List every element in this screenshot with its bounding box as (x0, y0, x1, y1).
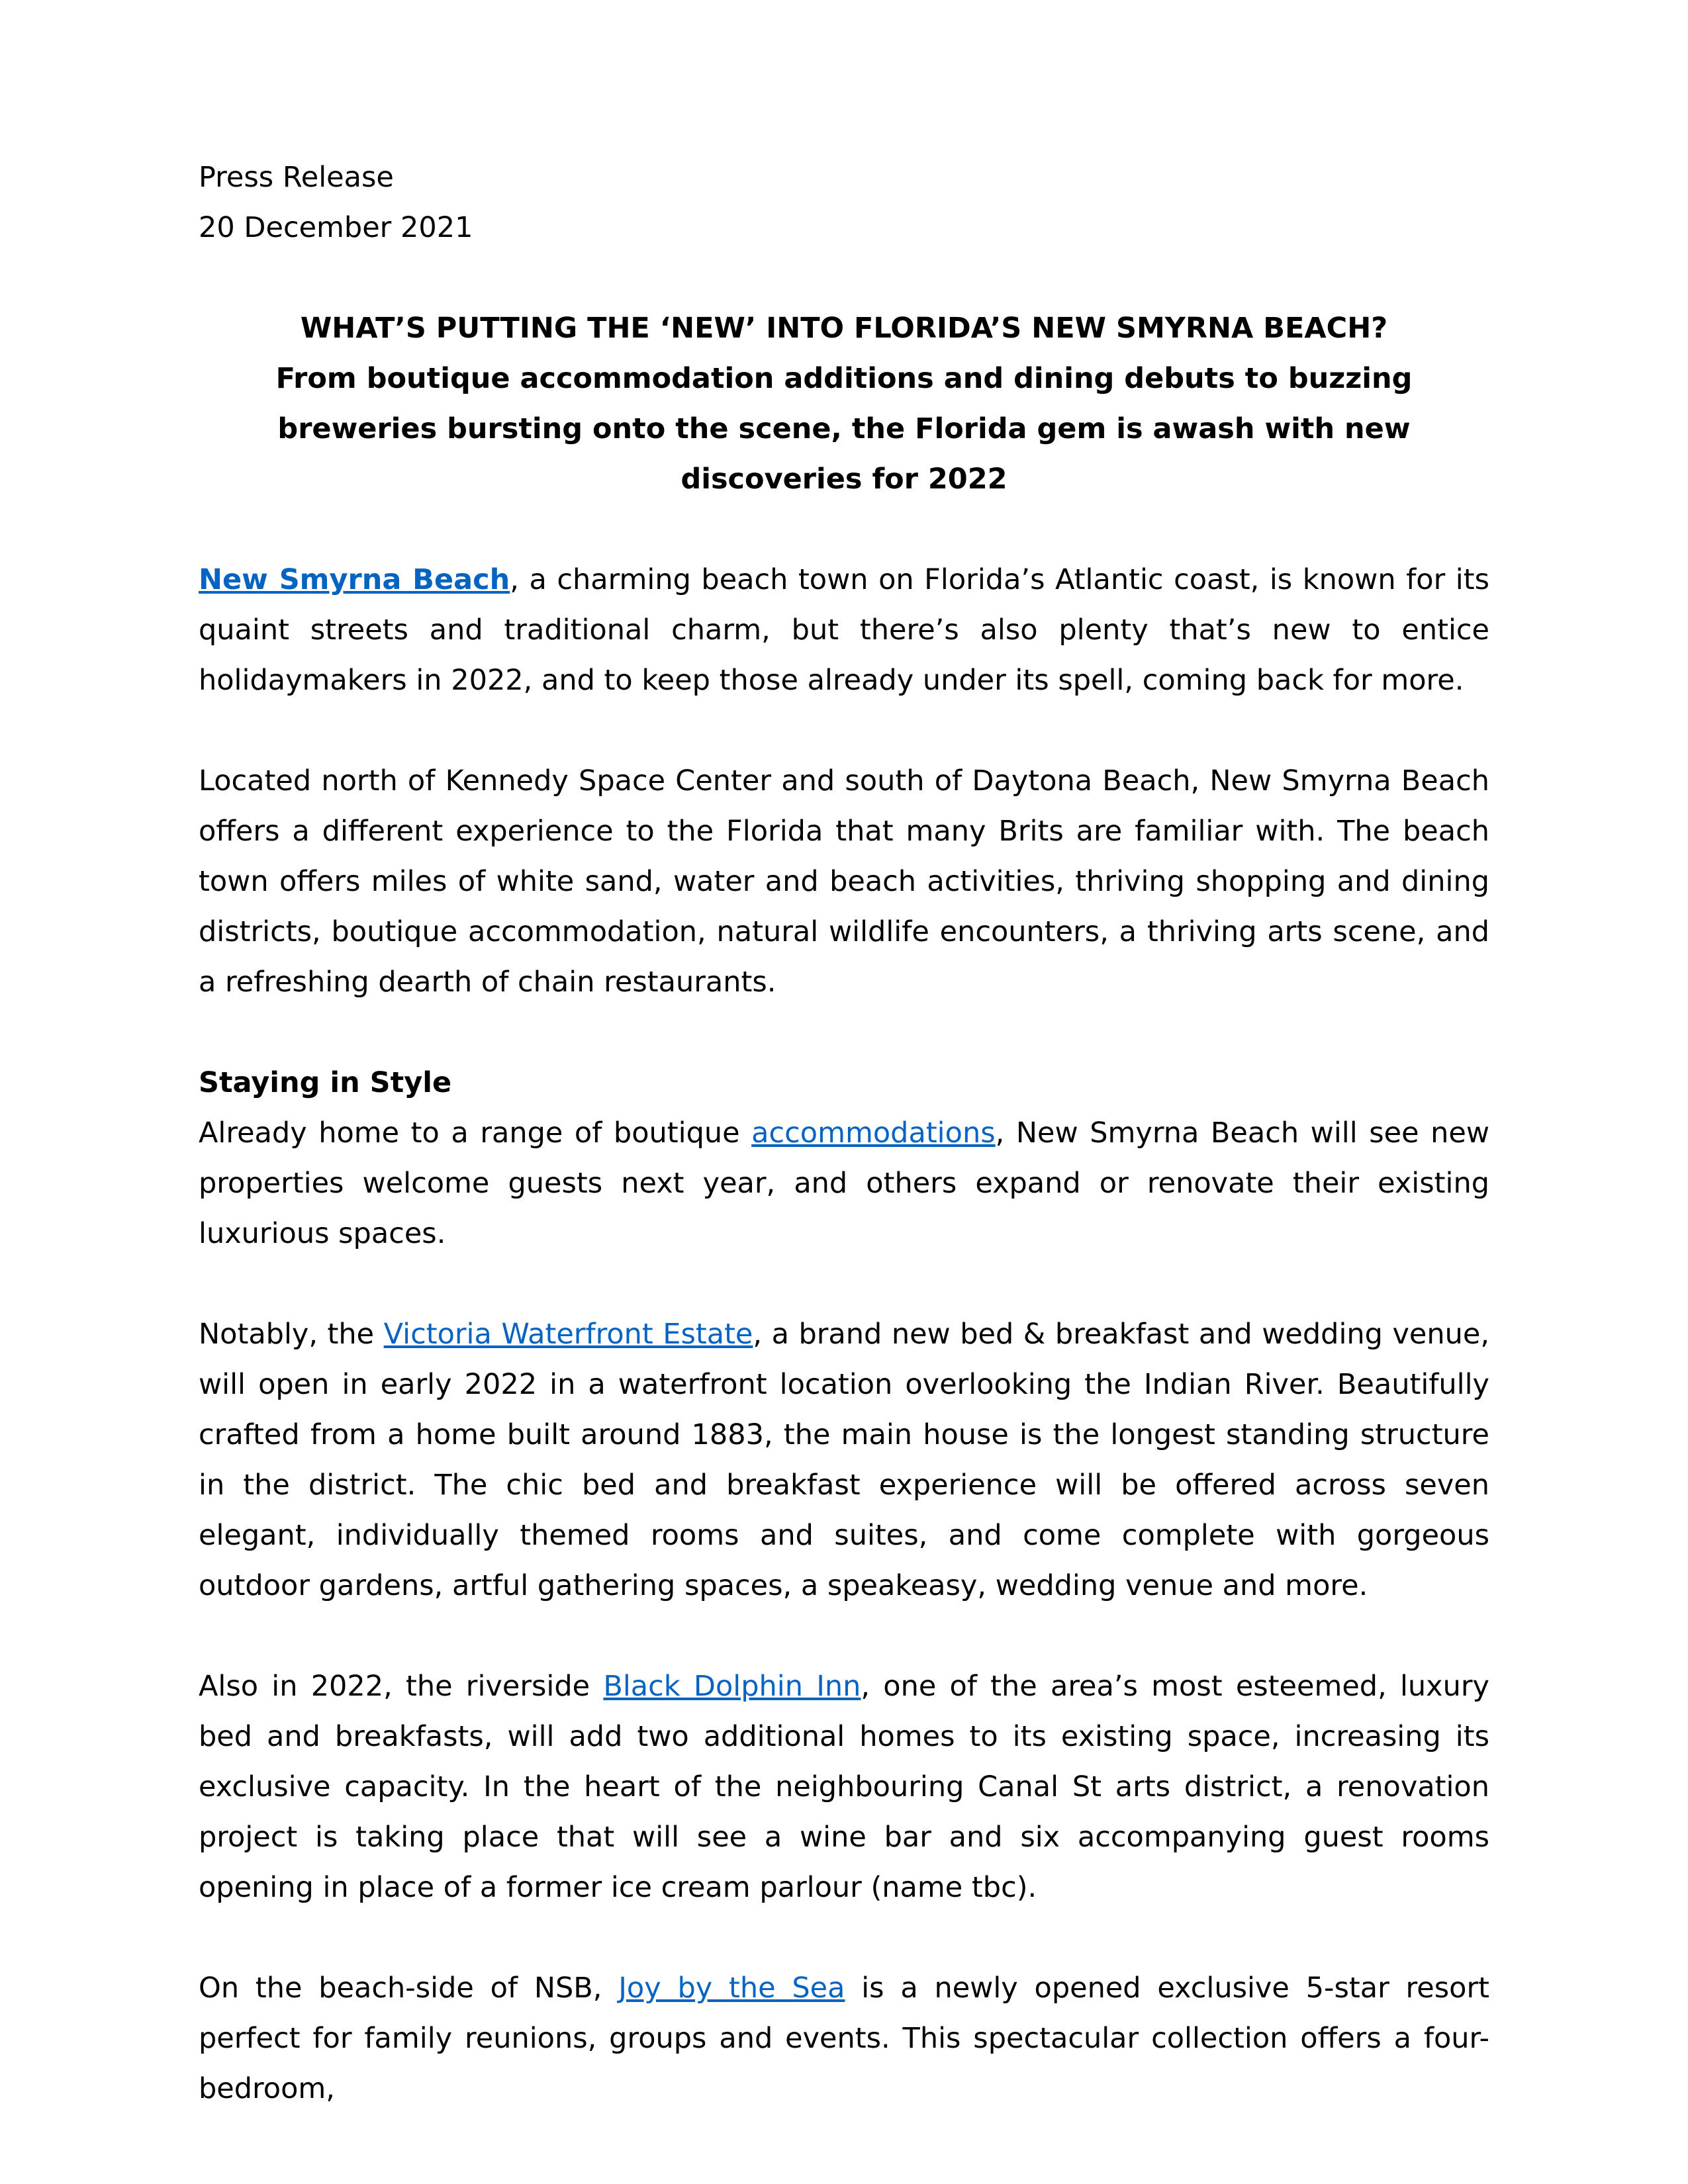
joy-text-after: is a newly opened exclusive 5-star resort perfect for family reunions, groups and events. This spectacular collection offers a four-bedroom, (199, 1972, 1489, 2105)
joy-by-the-sea-link[interactable]: Joy by the Sea (618, 1972, 845, 2005)
accommodations-text-before: Already home to a range of boutique (199, 1116, 752, 1150)
new-smyrna-beach-link[interactable]: New Smyrna Beach (199, 563, 510, 596)
accommodations-link[interactable]: accommodations (751, 1116, 996, 1150)
victoria-estate-paragraph (199, 1309, 1489, 1611)
accommodations-paragraph (199, 1108, 1489, 1259)
staying-in-style-heading: Staying in Style (199, 1066, 452, 1099)
headline-block (199, 303, 1489, 504)
black-dolphin-inn-link[interactable]: Black Dolphin Inn (603, 1670, 861, 1703)
intro-text: , a charming beach town on Florida’s Atlantic coast, is known for its quaint streets and traditional charm, but there’s also plenty that’s new to entice holidaymakers in 2022, and to keep those already under its spell, coming back for more. (199, 563, 1489, 697)
intro-paragraph (199, 555, 1489, 705)
black-dolphin-paragraph (199, 1661, 1489, 1913)
headline-subtitle: From boutique accommodation additions and dining debuts to buzzing breweries bursting onto the scene, the Florida gem is awash with new discoveries for 2022 (275, 362, 1413, 496)
victoria-text-before: Notably, the (199, 1318, 384, 1351)
headline-title: WHAT’S PUTTING THE ‘NEW’ INTO FLORIDA’S NEW SMYRNA BEACH? (300, 312, 1388, 345)
press-release-page (199, 152, 1489, 2114)
release-label: Press Release (199, 161, 394, 194)
joy-by-the-sea-paragraph (199, 1963, 1489, 2114)
victoria-text-after: , a brand new bed & breakfast and wedding venue, will open in early 2022 in a waterfront location overlooking the Indian River. Beautifully crafted from a home built around 1883, the main house is the longest standing structure in the district. The chic bed and breakfast experience will be offered across seven elegant, individually themed rooms and suites, and come complete with gorgeous outdoor gardens, artful gathering spaces, a speakeasy, wedding venue and more. (199, 1318, 1489, 1602)
joy-text-before: On the beach-side of NSB, (199, 1972, 619, 2005)
black-dolphin-text-before: Also in 2022, the riverside (199, 1670, 604, 1703)
release-date: 20 December 2021 (199, 211, 473, 244)
black-dolphin-text-after: , one of the area’s most esteemed, luxury bed and breakfasts, will add two additional homes to its existing space, increasing its exclusive capacity. In the heart of the neighbouring Canal St arts district, a renovation project is taking place that will see a wine bar and six accompanying guest rooms opening in place of a former ice cream parlour (name tbc). (199, 1670, 1489, 1904)
release-meta (199, 152, 1489, 253)
victoria-waterfront-estate-link[interactable]: Victoria Waterfront Estate (383, 1318, 753, 1351)
accommodations-text-after: , New Smyrna Beach will see new properties welcome guests next year, and others expand or renovate their existing luxurious spaces. (199, 1116, 1489, 1250)
location-paragraph: Located north of Kennedy Space Center and south of Daytona Beach, New Smyrna Beach offers a different experience to the Florida that many Brits are familiar with. The beach town offers miles of white sand, water and beach activities, thriving shopping and dining districts, boutique accommodation, natural wildlife encounters, a thriving arts scene, and a refreshing dearth of chain restaurants. (199, 764, 1489, 999)
